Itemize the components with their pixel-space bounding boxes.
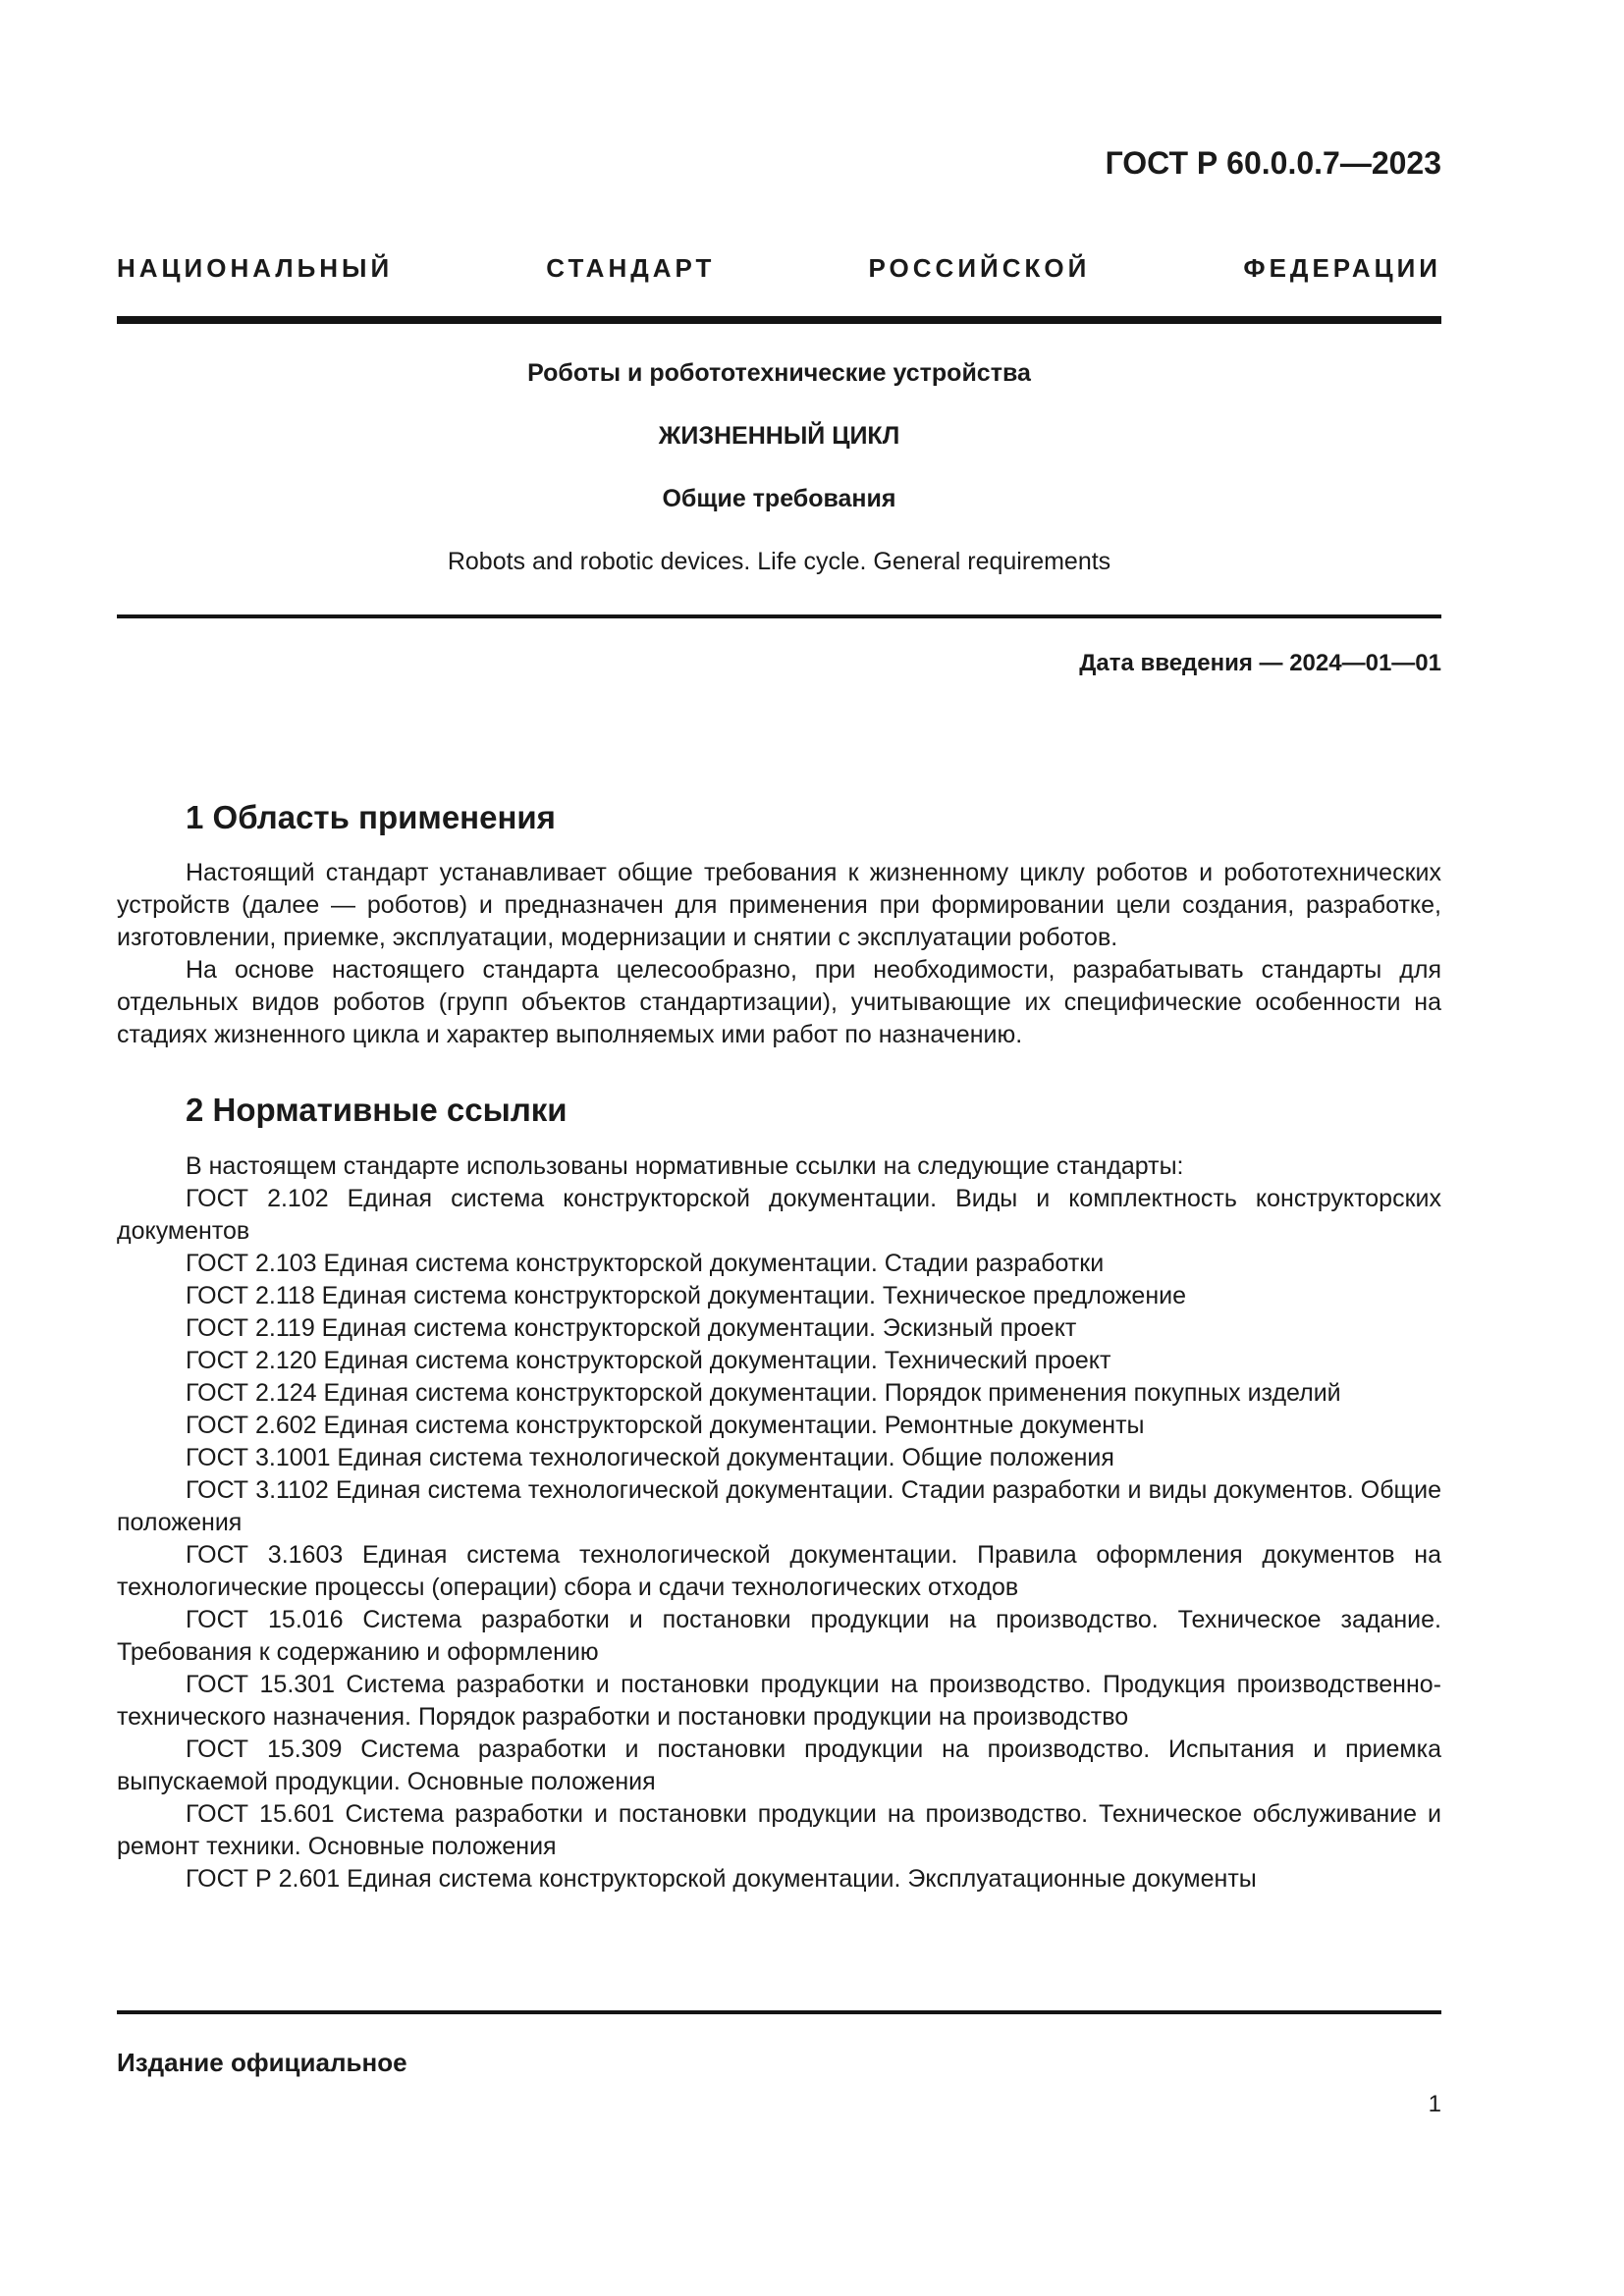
- references-intro: В настоящем стандарте использованы нормативные ссылки на следующие стандарты:: [186, 1152, 1184, 1180]
- national-standard-banner: НАЦИОНАЛЬНЫЙ СТАНДАРТ РОССИЙСКОЙ ФЕДЕРАЦИИ: [117, 253, 1441, 283]
- reference-item: ГОСТ 15.301 Система разработки и постановки продукции на производство. Продукция производственно-технического назначения. Порядок разработки и постановки продукции на производство: [117, 1671, 1441, 1731]
- reference-item: ГОСТ 2.124 Единая система конструкторской документации. Порядок применения покупных изделий: [186, 1379, 1341, 1407]
- title-line-2: ЖИЗНЕННЫЙ ЦИКЛ: [658, 422, 900, 450]
- reference-item: ГОСТ 2.602 Единая система конструкторской документации. Ремонтные документы: [186, 1412, 1145, 1439]
- header-divider: [117, 316, 1441, 324]
- section-2-heading: 2 Нормативные ссылки: [186, 1092, 568, 1128]
- reference-item: ГОСТ 15.601 Система разработки и постановки продукции на производство. Техническое обслуживание и ремонт техники. Основные положения: [117, 1800, 1441, 1860]
- reference-item: ГОСТ 2.119 Единая система конструкторской документации. Эскизный проект: [186, 1314, 1077, 1342]
- reference-item: ГОСТ 15.309 Система разработки и постановки продукции на производство. Испытания и приемка выпускаемой продукции. Основные положения: [117, 1735, 1441, 1795]
- reference-item: ГОСТ 3.1001 Единая система технологической документации. Общие положения: [186, 1444, 1114, 1471]
- introduction-date: Дата введения — 2024—01—01: [1079, 650, 1441, 676]
- reference-item: ГОСТ 3.1102 Единая система технологической документации. Стадии разработки и виды документов. Общие положения: [117, 1476, 1441, 1536]
- reference-item: ГОСТ 15.016 Система разработки и постановки продукции на производство. Техническое задание. Требования к содержанию и оформлению: [117, 1606, 1441, 1666]
- english-title: Robots and robotic devices. Life cycle. General requirements: [447, 548, 1111, 575]
- reference-item: ГОСТ Р 2.601 Единая система конструкторской документации. Эксплуатационные документы: [186, 1865, 1257, 1893]
- section-1-paragraph-1: Настоящий стандарт устанавливает общие требования к жизненному циклу роботов и робототехнических устройств (далее — роботов) и предназначен для применения при формировании цели создания, разработке, изготовлении, приемке, эксплуатации, модернизации и снятии с эксплуатации роботов.: [117, 859, 1441, 951]
- reference-item: ГОСТ 2.118 Единая система конструкторской документации. Техническое предложение: [186, 1282, 1187, 1309]
- references-list: [117, 1150, 1441, 1896]
- reference-item: ГОСТ 2.103 Единая система конструкторской документации. Стадии разработки: [186, 1250, 1105, 1277]
- section-1-heading: 1 Область применения: [186, 799, 556, 835]
- section-1-paragraph-2: На основе настоящего стандарта целесообразно, при необходимости, разрабатывать стандарты для отдельных видов роботов (групп объектов стандартизации), учитывающие их специфические особенности на стадиях жизненного цикла и характер выполняемых ими работ по назначению.: [117, 956, 1441, 1048]
- footer-divider: [117, 2010, 1441, 2014]
- reference-item: ГОСТ 2.120 Единая система конструкторской документации. Технический проект: [186, 1347, 1111, 1374]
- reference-item: ГОСТ 3.1603 Единая система технологической документации. Правила оформления документов на технологические процессы (операции) сбора и сдачи технологических отходов: [117, 1541, 1441, 1601]
- page-number: 1: [1428, 2091, 1441, 2117]
- official-edition-label: Издание официальное: [117, 2048, 407, 2077]
- reference-item: ГОСТ 2.102 Единая система конструкторской документации. Виды и комплектность конструкторских документов: [117, 1185, 1441, 1245]
- title-line-3: Общие требования: [662, 485, 896, 512]
- title-divider: [117, 614, 1441, 618]
- document-code: ГОСТ Р 60.0.0.7—2023: [1105, 145, 1441, 181]
- section-1-body: [117, 857, 1441, 1051]
- title-line-1: Роботы и робототехнические устройства: [527, 359, 1031, 387]
